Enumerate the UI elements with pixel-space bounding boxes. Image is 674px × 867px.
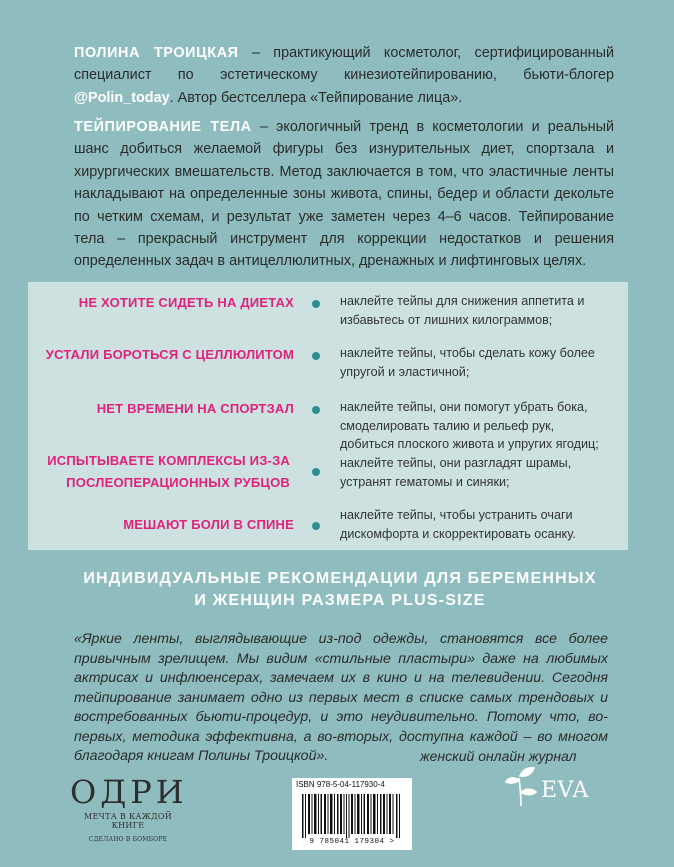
heading-line: ИНДИВИДУАЛЬНЫЕ РЕКОМЕНДАЦИИ ДЛЯ БЕРЕМЕННЫХ — [83, 570, 597, 587]
benefit-solution: наклейте тейпы, чтобы устранить очаги дискомфорта и скорректировать осанку. — [340, 508, 576, 541]
eva-wordmark: EVA — [541, 778, 589, 803]
benefit-solution: наклейте тейпы, чтобы сделать кожу более упругой и эластичной; — [340, 346, 595, 379]
author-description: – практикующий косметолог, сертифицированный специалист по эстетическому кинезиотейпированию, бьюти-блогер — [74, 45, 614, 84]
author-bestseller: . Автор бестселлера «Тейпирование лица». — [169, 89, 463, 106]
bullet-dot-icon — [312, 468, 320, 476]
review-quote: «Яркие ленты, выглядывающие из-под одежды, становятся все более привычным зрелищем. Мы видим «стильные пластыри» даже на любимых актрисах и инфлюенсерах, замечаем их в кино и на телевидении. Сегодня тейпирование занимает одно из первых мест в списке самых трендовых и востребованных бьюти-процедур, и это неудивительно. Потому что, во-первых, методика эффективна, а во-вторых, доступна каждой – во многом благодаря книгам Полины Троицкой». — [74, 631, 608, 764]
quote-source: женский онлайн журнал — [420, 748, 577, 764]
publisher-logo — [70, 774, 186, 843]
eva-logo — [503, 764, 589, 813]
benefit-problem: НЕТ ВРЕМЕНИ НА СПОРТЗАЛ — [96, 401, 294, 416]
benefit-solution: наклейте тейпы для снижения аппетита и избавьтесь от лишних килограммов; — [340, 294, 585, 327]
method-paragraph — [74, 116, 614, 273]
bullet-dot-icon — [312, 352, 320, 360]
barcode-number: 9 785041 179304 > — [309, 838, 395, 846]
bullet-dot-icon — [312, 300, 320, 308]
isbn-barcode — [292, 778, 412, 850]
isbn-label: ISBN 978-5-04-117930-4 — [296, 780, 385, 789]
benefit-problem: НЕ ХОТИТЕ СИДЕТЬ НА ДИЕТАХ — [78, 295, 294, 310]
bullet-dot-icon — [312, 406, 320, 414]
publisher-made: СДЕЛАНО В БОМБОРЕ — [88, 836, 168, 843]
publisher-tagline: МЕЧТА В КАЖДОЙ КНИГЕ — [83, 812, 173, 830]
sprout-icon — [503, 764, 539, 808]
author-paragraph — [74, 42, 614, 109]
benefit-solution: наклейте тейпы, они помогут убрать бока, смоделировать талию и рельеф рук, добиться плоского живота и упругих ягодиц; — [340, 400, 599, 451]
benefit-solution: наклейте тейпы, они разгладят шрамы, устранят гематомы и синяки; — [340, 456, 572, 489]
publisher-name: ОДРИ — [70, 773, 188, 811]
author-handle: @Polin_today — [74, 89, 170, 106]
section-heading — [60, 568, 620, 612]
benefit-problem: ИСПЫТЫВАЕТЕ КОМПЛЕКСЫ ИЗ-ЗА ПОСЛЕОПЕРАЦИОННЫХ РУБЦОВ — [47, 453, 290, 490]
benefits-panel — [28, 282, 628, 550]
heading-line: И ЖЕНЩИН РАЗМЕРА PLUS-SIZE — [194, 592, 486, 609]
benefit-problem: МЕШАЮТ БОЛИ В СПИНЕ — [123, 517, 294, 532]
author-name: ПОЛИНА ТРОИЦКАЯ — [74, 45, 239, 61]
method-description: – экологичный тренд в косметологии и реальный шанс добиться желаемой фигуры без изнурительных диет, спортзала и хирургических вмешательств. Метод заключается в том, что эластичные ленты накладывают на определенные зоны живота, спины, бедер и области декольте по четким схемам, и результат уже заметен через 4–6 часов. Тейпирование тела – прекрасный инструмент для коррекции недостатков и решения определенных задач в антицеллюлитных, дренажных и лифтинговых целях. — [74, 119, 615, 270]
method-title: ТЕЙПИРОВАНИЕ ТЕЛА — [74, 119, 252, 135]
barcode-icon — [302, 794, 402, 838]
bullet-dot-icon — [312, 522, 320, 530]
benefit-problem: УСТАЛИ БОРОТЬСЯ С ЦЕЛЛЮЛИТОМ — [45, 347, 294, 362]
